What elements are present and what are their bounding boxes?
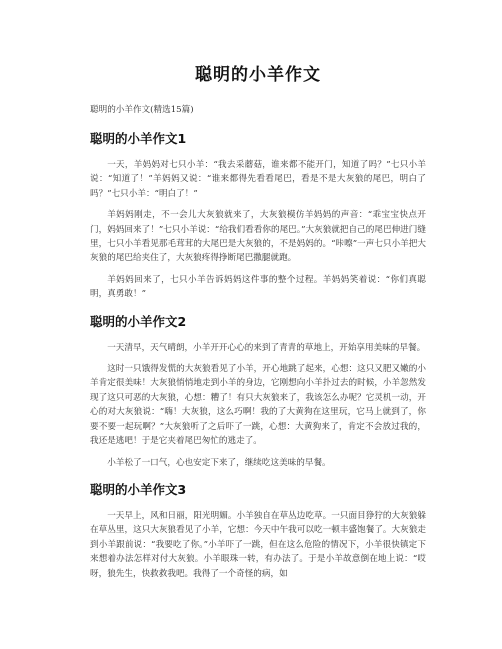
section-1	[90, 129, 426, 302]
section-heading: 聪明的小羊作文3	[90, 481, 187, 497]
document-title: 聪明的小羊作文	[195, 65, 321, 85]
section-3	[90, 480, 426, 581]
paragraph: 一天清早，天气晴朗，小羊开开心心的来到了青青的草地上，开始享用美味的早餐。	[107, 342, 426, 353]
document-subtitle: 聪明的小羊作文(精选15篇)	[90, 105, 194, 115]
paragraph: 这时一只饿得发慌的大灰狼看见了小羊，开心地跳了起来，心想：这只又肥又嫩的小羊肯定很美味！大灰狼悄悄地走到小羊的身边，它刚想向小羊扑过去的时候，小羊忽然发现了这只可恶的大灰狼，心想：糟了！有只大灰狼来了，我该怎么办呢？它灵机一动，开心的对大灰狼说：“嗨！大灰狼，这么巧啊！我的了大黄狗在这里玩，它马上就到了，你要不要一起玩啊？”大灰狼听了之后吓了一跳，心想：大黄狗来了，肯定不会放过我的，我还是逃吧！于是它夹着尾巴匆忙的逃走了。	[90, 364, 426, 447]
section-heading: 聪明的小羊作文2	[90, 313, 187, 329]
paragraph: 一天，羊妈妈对七只小羊：“我去采蘑菇，谁来都不能开门，知道了吗？”七只小羊说：“知道了！”羊妈妈又说：“谁来都得先看看尾巴，看是不是大灰狼的尾巴，明白了吗？”七只小羊：“明白了！”	[90, 160, 426, 199]
paragraph: 羊妈妈刚走，不一会儿大灰狼就来了，大灰狼模仿羊妈妈的声音：“乖宝宝快点开门，妈妈回来了！”七只小羊说：“给我们看看你的尾巴。”大灰狼就把自己的尾巴伸进门缝里，七只小羊看见那毛茸茸的大尾巴是大灰狼的，不是妈妈的。“咔嚓”一声七只小羊把大灰狼的尾巴给夹住了，大灰狼疼得挣断尾巴撒腿就跑。	[90, 210, 426, 264]
paragraph: 小羊松了一口气，心也安定下来了，继续吃这美味的早餐。	[107, 457, 331, 468]
section-2	[90, 312, 426, 470]
paragraph: 一天早上，风和日丽，阳光明媚。小羊独自在草丛边吃草。一只面目狰狞的大灰狼躲在草丛里，这只大灰狼看见了小羊，它想：今天中午我可以吃一顿丰盛饱餐了。大灰狼走到小羊跟前说：“我要吃了你。”小羊吓了一跳，但在这么危险的情况下，小羊很快镇定下来想着办法怎样对付大灰狼。小羊眼珠一转，有办法了。于是小羊故意倒在地上说：“哎呀，狼先生，快救救我吧。我得了一个奇怪的病，如	[90, 510, 426, 579]
paragraph: 羊妈妈回来了，七只小羊告诉妈妈这件事的整个过程。羊妈妈笑着说：“你们真聪明，真勇敢！”	[90, 274, 426, 300]
section-heading: 聪明的小羊作文1	[90, 131, 187, 146]
